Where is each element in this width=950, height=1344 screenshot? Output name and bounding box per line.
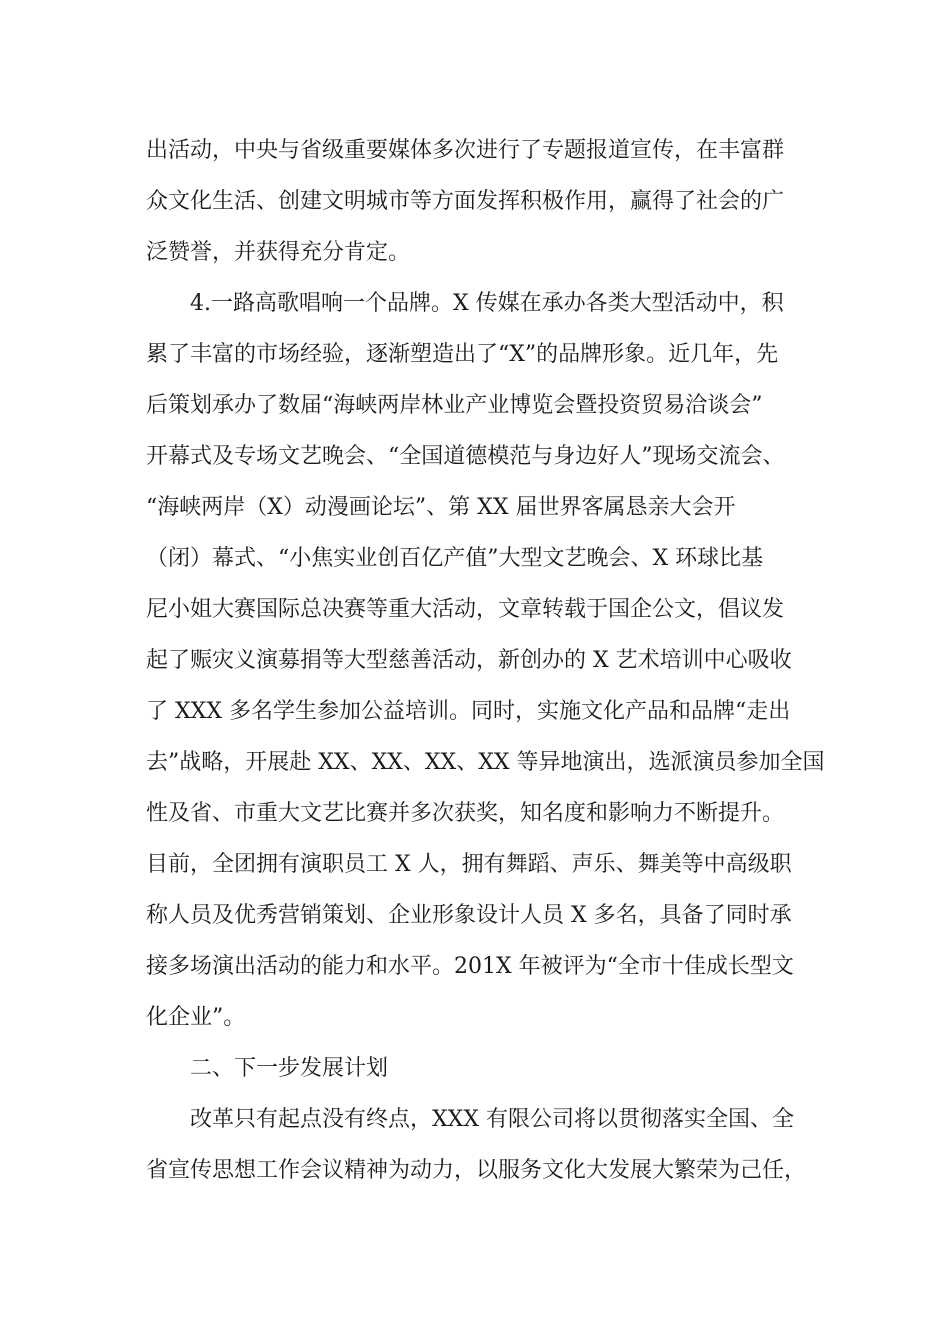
paragraph-line: 起了赈灾义演募捐等大型慈善活动，新创办的 X 艺术培训中心吸收 [146, 648, 792, 673]
paragraph-line: “海峡两岸（X）动漫画论坛”、第 XX 届世界客属恳亲大会开 [146, 495, 736, 520]
paragraph-line: 接多场演出活动的能力和水平。201X 年被评为“全市十佳成长型文 [146, 954, 794, 979]
paragraph-line: 开幕式及专场文艺晚会、“全国道德模范与身边好人”现场交流会、 [146, 444, 785, 469]
paragraph-line: 后策划承办了数届“海峡两岸林业产业博览会暨投资贸易洽谈会” [146, 393, 763, 418]
paragraph-line: 省宣传思想工作会议精神为动力，以服务文化大发展大繁荣为己任， [146, 1158, 807, 1183]
paragraph-line: 称人员及优秀营销策划、企业形象设计人员 X 多名，具备了同时承 [146, 903, 792, 928]
paragraph-line: 性及省、市重大文艺比赛并多次获奖，知名度和影响力不断提升。 [146, 801, 785, 826]
paragraph-line: 尼小姐大赛国际总决赛等重大活动，文章转载于国企公文，倡议发 [146, 597, 785, 622]
paragraph-line: 众文化生活、创建文明城市等方面发挥积极作用，赢得了社会的广 [146, 189, 785, 214]
paragraph-line: 目前，全团拥有演职员工 X 人，拥有舞蹈、声乐、舞美等中高级职 [146, 852, 792, 877]
paragraph-line: 了 XXX 多名学生参加公益培训。同时，实施文化产品和品牌“走出 [146, 699, 791, 724]
paragraph-line: 累了丰富的市场经验，逐渐塑造出了“X”的品牌形象。近几年，先 [146, 342, 779, 367]
paragraph-line: 4.一路高歌唱响一个品牌。X 传媒在承办各类大型活动中，积 [190, 291, 784, 316]
paragraph-line: 出活动，中央与省级重要媒体多次进行了专题报道宣传，在丰富群 [146, 138, 785, 163]
paragraph-line: 化企业”。 [146, 1005, 246, 1030]
paragraph-line: （闭）幕式、“小焦实业创百亿产值”大型文艺晚会、X 环球比基 [146, 546, 764, 571]
section-heading: 二、下一步发展计划 [190, 1056, 389, 1081]
paragraph-line: 改革只有起点没有终点，XXX 有限公司将以贯彻落实全国、全 [190, 1107, 794, 1132]
paragraph-line: 泛赞誉，并获得充分肯定。 [146, 240, 411, 265]
paragraph-line: 去”战略，开展赴 XX、XX、XX、XX 等异地演出，选派演员参加全国 [146, 750, 825, 775]
